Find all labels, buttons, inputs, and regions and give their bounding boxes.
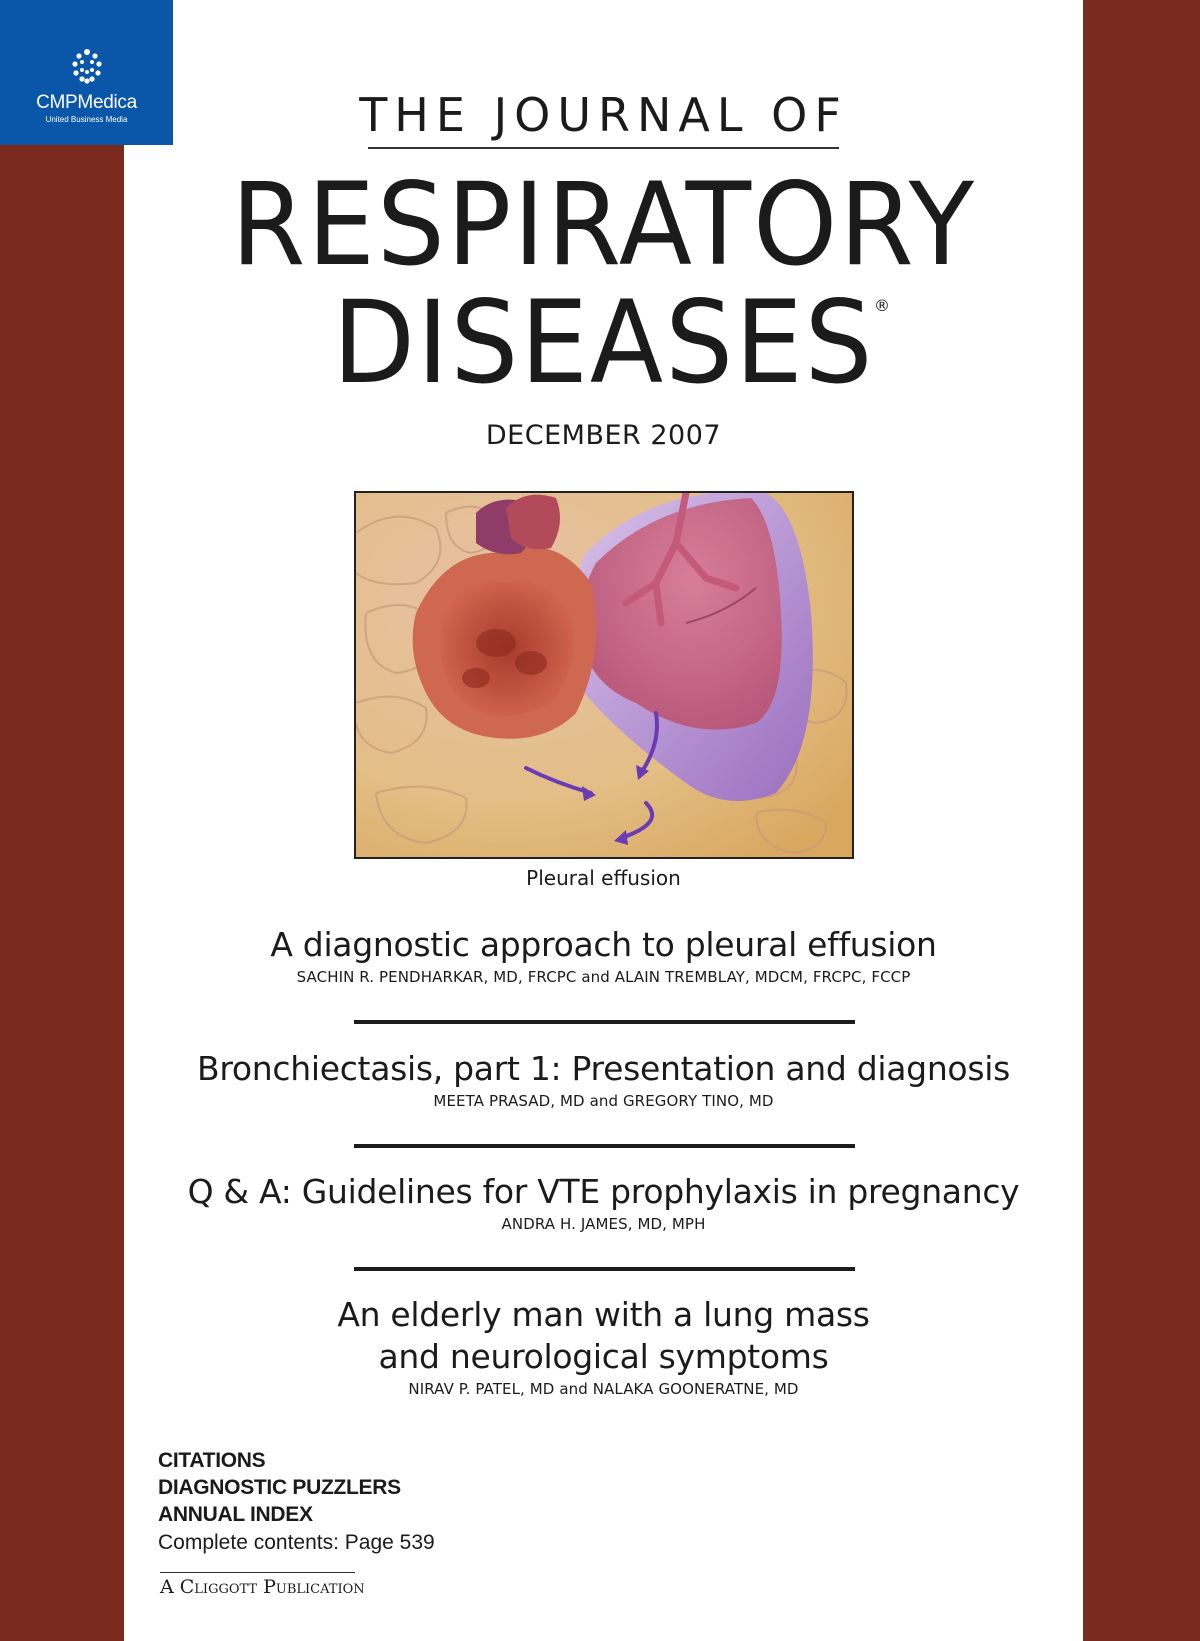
article-authors: MEETA PRASAD, MD and GREGORY TINO, MD	[433, 1092, 774, 1110]
article-title-line2: and neurological symptoms	[378, 1337, 829, 1376]
article-title-line1: An elderly man with a lung mass	[337, 1295, 870, 1334]
publisher-line: A Cliggott Publication	[160, 1576, 365, 1598]
article-3[interactable]	[124, 1171, 1083, 1235]
article-2[interactable]	[124, 1048, 1083, 1112]
issue-date: DECEMBER 2007	[485, 420, 722, 451]
pleural-effusion-illustration	[356, 493, 852, 857]
article-title: Q & A: Guidelines for VTE prophylaxis in pregnancy	[187, 1172, 1020, 1211]
article-1[interactable]	[124, 924, 1083, 988]
cmp-dots-logo-icon	[70, 48, 104, 84]
masthead-rule	[368, 147, 839, 149]
article-title: A diagnostic approach to pleural effusion	[270, 925, 937, 964]
features-list	[158, 1447, 435, 1557]
article-divider	[354, 1144, 855, 1148]
contents-page-reference: Complete contents: Page 539	[158, 1531, 435, 1554]
illustration-caption: Pleural effusion	[526, 866, 681, 890]
logo-brand: CMPMedica	[36, 92, 137, 113]
feature-diagnostic-puzzlers: DIAGNOSTIC PUZZLERS	[158, 1476, 401, 1499]
feature-citations: CITATIONS	[158, 1449, 266, 1472]
article-divider	[354, 1267, 855, 1271]
registered-mark: ®	[874, 296, 890, 315]
masthead-overline: THE JOURNAL OF	[359, 88, 848, 142]
article-authors: ANDRA H. JAMES, MD, MPH	[501, 1215, 706, 1233]
masthead-title-line1: RESPIRATORY	[230, 158, 977, 291]
masthead-title-line2: DISEASES	[332, 276, 875, 409]
article-4[interactable]	[124, 1294, 1083, 1400]
article-authors: SACHIN R. PENDHARKAR, MD, FRCPC and ALAIN TREMBLAY, MDCM, FRCPC, FCCP	[296, 968, 911, 986]
logo-tagline: United Business Media	[45, 115, 128, 124]
article-divider	[354, 1020, 855, 1024]
article-title: Bronchiectasis, part 1: Presentation and diagnosis	[197, 1049, 1010, 1088]
cover-illustration	[354, 491, 854, 859]
publisher-rule	[160, 1572, 355, 1573]
feature-annual-index: ANNUAL INDEX	[158, 1503, 313, 1526]
article-authors: NIRAV P. PATEL, MD and NALAKA GOONERATNE, MD	[408, 1380, 799, 1398]
